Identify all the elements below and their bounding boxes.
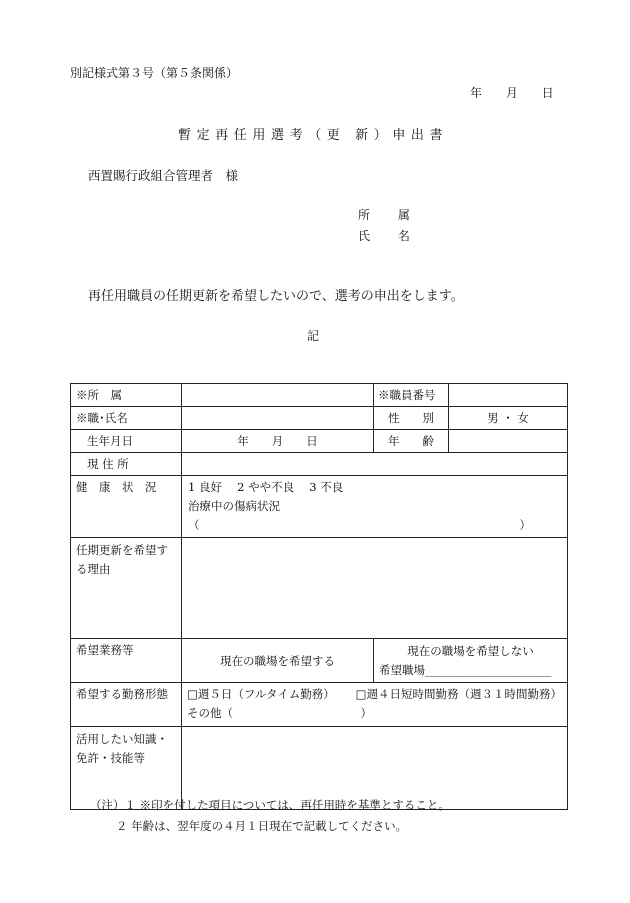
job-name-label: ※職･氏名 xyxy=(71,407,182,430)
health-options[interactable]: 1 良好 2 やや不良 3 不良 xyxy=(188,480,344,494)
sex-label: 性 別 xyxy=(374,407,449,430)
document-title: 暫定再任用選考（更 新）申出書 xyxy=(178,128,449,143)
reason-label-line2: る理由 xyxy=(76,562,111,576)
option-not-current-cell[interactable] xyxy=(374,639,568,683)
name-label: 氏 名 xyxy=(358,229,410,243)
health-sub-label: 治療中の傷病状況 xyxy=(188,499,280,513)
reason-label-line1: 任期更新を希望す xyxy=(76,543,168,557)
skills-label-line1: 活用したい知識・ xyxy=(76,732,168,746)
desired-workplace-line[interactable] xyxy=(379,661,562,680)
desired-work-label: 希望業務等 xyxy=(71,639,182,683)
work-style-other-close: ） xyxy=(360,706,372,720)
work-style-other-line[interactable] xyxy=(187,704,372,723)
table-row xyxy=(71,407,568,430)
date-line: 年 月 日 xyxy=(470,86,554,100)
reason-input[interactable] xyxy=(182,538,568,639)
note-2: ２ 年齢は、翌年度の４月１日現在で記載してください。 xyxy=(116,819,408,833)
paren-close: ） xyxy=(519,518,531,532)
birthdate-label: 生年月日 xyxy=(71,430,182,453)
option-current-workplace[interactable]: 現在の職場を希望する xyxy=(182,639,374,683)
addressee: 西置賜行政組合管理者 様 xyxy=(88,168,239,183)
reason-label xyxy=(71,538,182,639)
application-form xyxy=(70,383,568,810)
form-number: 別記様式第３号（第５条関係） xyxy=(70,66,239,80)
health-detail-parens[interactable] xyxy=(188,516,561,535)
work-style-option-shorttime[interactable]: □週４日短時間勤務（週３１時間勤務） xyxy=(355,687,562,701)
option-not-current-workplace[interactable]: 現在の職場を希望しない xyxy=(407,643,534,658)
skills-label-line2: 免許・技能等 xyxy=(76,751,145,765)
work-style-options-line xyxy=(187,685,562,704)
table-row xyxy=(71,639,568,683)
table-row xyxy=(71,683,568,727)
table-row xyxy=(71,384,568,407)
affiliation-label: 所 属 xyxy=(358,208,410,222)
work-style-option-fulltime[interactable]: □週５日（フルタイム勤務） xyxy=(187,687,335,701)
health-cell[interactable] xyxy=(182,476,568,538)
birthdate-input[interactable]: 年 月 日 xyxy=(182,430,374,453)
age-input[interactable] xyxy=(449,430,568,453)
request-statement: 再任用職員の任期更新を希望したいので、選考の申出をします。 xyxy=(88,289,464,304)
address-input[interactable] xyxy=(182,453,568,476)
sex-value[interactable]: 男 ・ 女 xyxy=(449,407,568,430)
work-style-other: その他（ xyxy=(187,706,233,720)
address-label: 現 住 所 xyxy=(71,453,182,476)
note-1: （注）１ ※印を付した項目については、再任用時を基準とすること。 xyxy=(90,798,450,812)
affiliation-input[interactable] xyxy=(182,384,374,407)
desired-workplace-label: 希望職場 xyxy=(379,662,425,677)
ki-heading: 記 xyxy=(307,329,320,343)
work-style-label: 希望する勤務形態 xyxy=(71,683,182,727)
paren-open: （ xyxy=(188,518,200,532)
job-name-input[interactable] xyxy=(182,407,374,430)
table-row xyxy=(71,430,568,453)
employee-number-label: ※職員番号 xyxy=(374,384,449,407)
table-row xyxy=(71,453,568,476)
desired-workplace-blank[interactable]: ______________________ xyxy=(425,662,552,677)
affiliation-label-cell: ※所 属 xyxy=(71,384,182,407)
work-style-cell[interactable] xyxy=(182,683,568,727)
table-row xyxy=(71,538,568,639)
age-label: 年 齢 xyxy=(374,430,449,453)
health-label: 健 康 状 況 xyxy=(71,476,182,538)
employee-number-input[interactable] xyxy=(449,384,568,407)
table-row xyxy=(71,476,568,538)
